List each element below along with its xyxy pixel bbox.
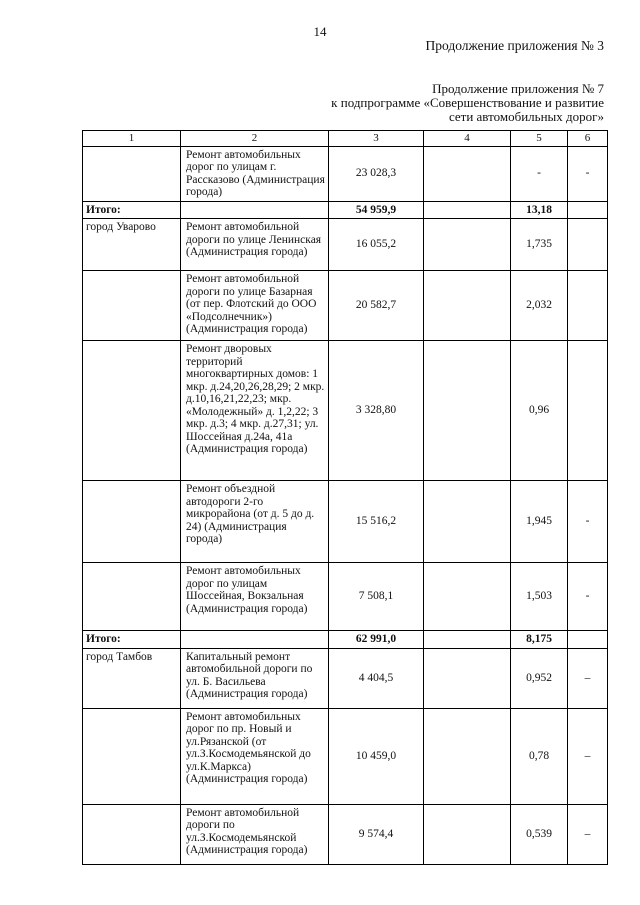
col6-cell: – [568,708,608,804]
total-amount: 62 991,0 [329,631,424,649]
table-row [83,563,608,631]
column-header: 5 [511,131,568,147]
city-cell: город Тамбов [83,648,181,708]
col6-cell: – [568,648,608,708]
appendix-7-line: к подпрограмме «Совершенствование и развитие [331,95,604,110]
length-cell: 1,503 [511,563,568,631]
total-empty [424,631,511,649]
total-empty [181,201,329,219]
total-row [83,201,608,219]
col4-cell [424,708,511,804]
length-cell: 2,032 [511,271,568,341]
total-empty [568,631,608,649]
col6-cell [568,341,608,481]
col6-cell [568,219,608,271]
col6-cell: – [568,804,608,864]
amount-cell: 23 028,3 [329,146,424,201]
city-cell [83,146,181,201]
page-number: 14 [313,24,327,39]
table-row [83,708,608,804]
col6-cell: - [568,146,608,201]
work-description: Ремонт автомобильной дороги по улице Базарная (от пер. Флотский до ООО «Подсолнечник») (Администрация города) [181,271,329,341]
amount-cell: 10 459,0 [329,708,424,804]
col4-cell [424,563,511,631]
total-empty [181,631,329,649]
col6-cell: - [568,563,608,631]
total-label: Итого: [83,631,181,649]
appendix-7-line: Продолжение приложения № 7 [432,81,604,96]
amount-cell: 3 328,80 [329,341,424,481]
total-empty [424,201,511,219]
col4-cell [424,341,511,481]
length-cell: - [511,146,568,201]
col4-cell [424,481,511,563]
total-row [83,631,608,649]
table-row [83,648,608,708]
amount-cell: 20 582,7 [329,271,424,341]
city-cell [83,271,181,341]
table-row [83,146,608,201]
length-cell: 0,78 [511,708,568,804]
col6-cell [568,271,608,341]
column-header: 3 [329,131,424,147]
city-cell: город Уварово [83,219,181,271]
length-cell: 0,952 [511,648,568,708]
city-cell [83,563,181,631]
table-row [83,481,608,563]
column-number-row [83,131,608,147]
work-description: Ремонт дворовых территорий многоквартирных домов: 1 мкр. д.24,20,26,28,29; 2 мкр. д.10,16,21,22,23; мкр. «Молодежный» д. 1,2,22; 3 мкр. д.3; 4 мкр. д.27,31; ул. Шоссейная д.24а, 41а (Администрация города) [181,341,329,481]
work-description: Ремонт автомобильной дороги по ул.З.Космодемьянской (Администрация города) [181,804,329,864]
total-empty [568,201,608,219]
amount-cell: 7 508,1 [329,563,424,631]
table-row [83,271,608,341]
total-label: Итого: [83,201,181,219]
column-header: 2 [181,131,329,147]
col4-cell [424,804,511,864]
total-length: 8,175 [511,631,568,649]
city-cell [83,341,181,481]
road-repair-table [82,130,608,865]
total-amount: 54 959,9 [329,201,424,219]
col4-cell [424,271,511,341]
column-header: 6 [568,131,608,147]
table-row [83,341,608,481]
column-header: 4 [424,131,511,147]
table-row [83,804,608,864]
work-description: Ремонт автомобильных дорог по улицам Шоссейная, Вокзальная (Администрация города) [181,563,329,631]
work-description: Ремонт объездной автодороги 2-го микрорайона (от д. 5 до д. 24) (Администрация города) [181,481,329,563]
city-cell [83,708,181,804]
length-cell: 1,735 [511,219,568,271]
amount-cell: 9 574,4 [329,804,424,864]
length-cell: 0,539 [511,804,568,864]
total-length: 13,18 [511,201,568,219]
length-cell: 1,945 [511,481,568,563]
column-header: 1 [83,131,181,147]
col4-cell [424,219,511,271]
city-cell [83,481,181,563]
work-description: Капитальный ремонт автомобильной дороги по ул. Б. Васильева (Администрация города) [181,648,329,708]
table-row [83,219,608,271]
work-description: Ремонт автомобильной дороги по улице Ленинская (Администрация города) [181,219,329,271]
appendix-7-line: сети автомобильных дорог» [448,109,604,124]
length-cell: 0,96 [511,341,568,481]
col4-cell [424,146,511,201]
appendix-7-caption [331,82,604,124]
col6-cell: - [568,481,608,563]
amount-cell: 16 055,2 [329,219,424,271]
work-description: Ремонт автомобильных дорог по пр. Новый и ул.Рязанской (от ул.З.Космодемьянской до ул.К.Маркса) (Администрация города) [181,708,329,804]
city-cell [83,804,181,864]
amount-cell: 4 404,5 [329,648,424,708]
work-description: Ремонт автомобильных дорог по улицам г. Рассказово (Администрация города) [181,146,329,201]
amount-cell: 15 516,2 [329,481,424,563]
appendix-3-caption: Продолжение приложения № 3 [425,38,604,53]
col4-cell [424,648,511,708]
